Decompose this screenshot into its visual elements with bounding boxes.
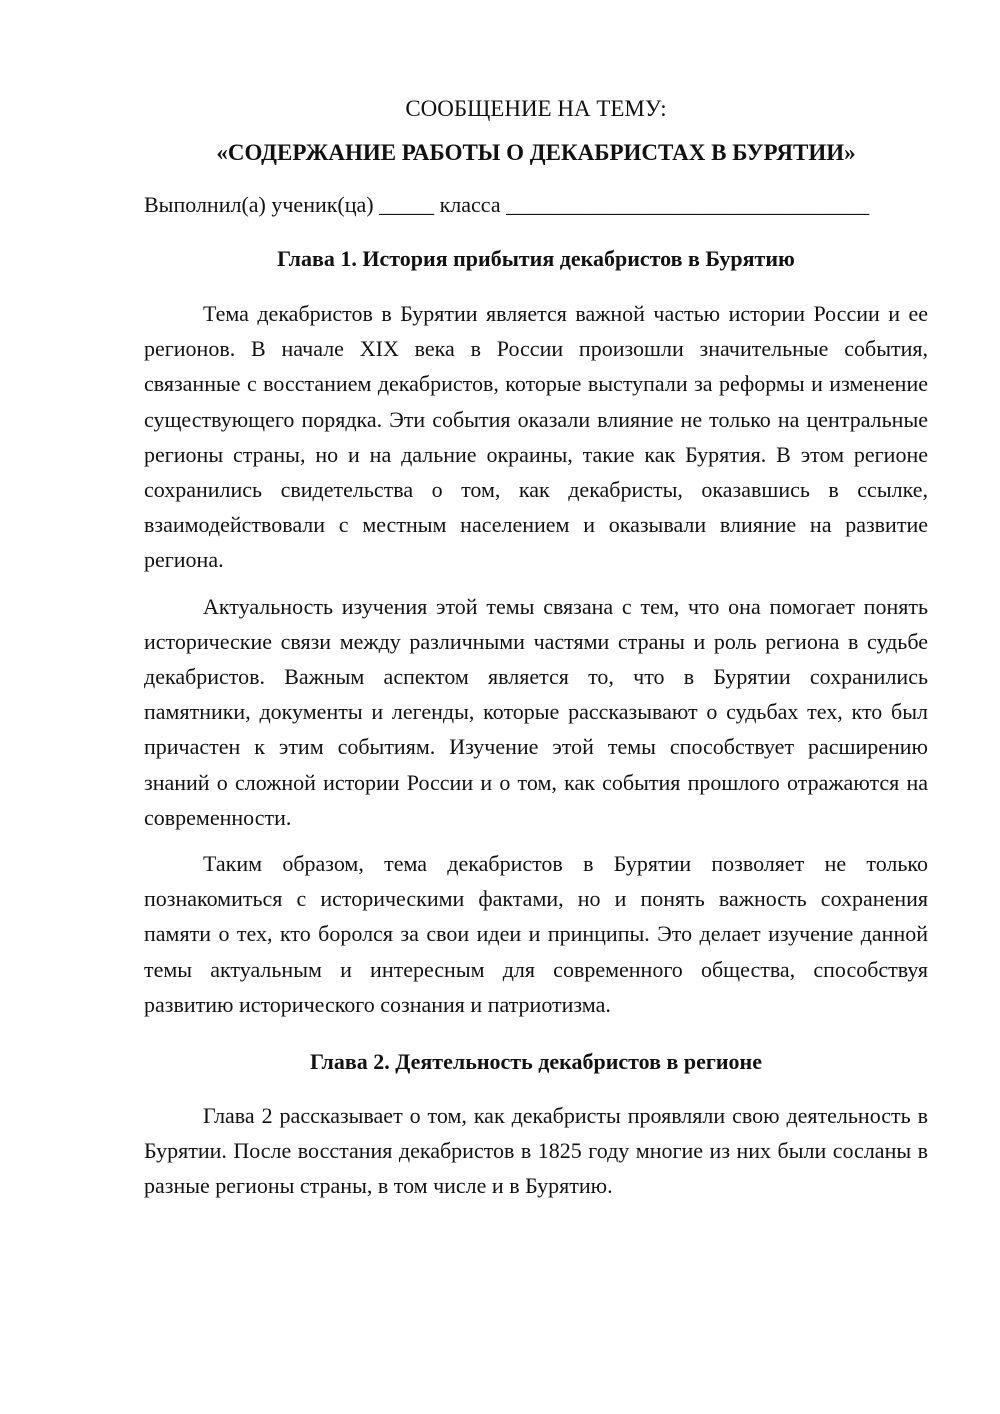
author-line: Выполнил(а) ученик(ца) _____ класса _________________________________ xyxy=(144,192,870,217)
chapter-2-paragraph-1: Глава 2 рассказывает о том, как декабристы проявляли свою деятельность в Бурятии. После восстания декабристов в 1825 году многие из них были сосланы в разные регионы страны, в том числе и в Бурятию. xyxy=(144,1103,928,1199)
document-subtitle: «СОДЕРЖАНИЕ РАБОТЫ О ДЕКАБРИСТАХ В БУРЯТИИ» xyxy=(216,140,856,165)
chapter-1-heading: Глава 1. История прибытия декабристов в Бурятию xyxy=(277,246,795,271)
chapter-1-paragraph-1: Тема декабристов в Бурятии является важной частью истории России и ее регионов. В начале XIX века в России произошли значительные события, связанные с восстанием декабристов, которые выступали за реформы и изменение существующего порядка. Эти события оказали влияние не только на центральные регионы страны, но и на дальние окраины, такие как Бурятия. В этом регионе сохранились свидетельства о том, как декабристы, оказавшись в ссылке, взаимодействовали с местным населением и оказывали влияние на развитие региона. xyxy=(144,301,928,573)
chapter-1-paragraph-3: Таким образом, тема декабристов в Бурятии позволяет не только познакомиться с историческими фактами, но и понять важность сохранения памяти о тех, кто боролся за свои идеи и принципы. Это делает изучение данной темы актуальным и интересным для современного общества, способствуя развитию исторического сознания и патриотизма. xyxy=(144,851,928,1017)
chapter-2-heading: Глава 2. Деятельность декабристов в регионе xyxy=(310,1049,762,1075)
document-body xyxy=(144,94,928,1204)
chapter-1-paragraph-2: Актуальность изучения этой темы связана с тем, что она помогает понять исторические связи между различными частями страны и роль региона в судьбе декабристов. Важным аспектом является то, что в Бурятии сохранились памятники, документы и легенды, которые рассказывают о судьбах тех, кто был причастен к этим событиям. Изучение этой темы способствует расширению знаний о сложной истории России и о том, как события прошлого отражаются на современности. xyxy=(144,593,928,830)
document-title: СООБЩЕНИЕ НА ТЕМУ: xyxy=(405,96,667,121)
